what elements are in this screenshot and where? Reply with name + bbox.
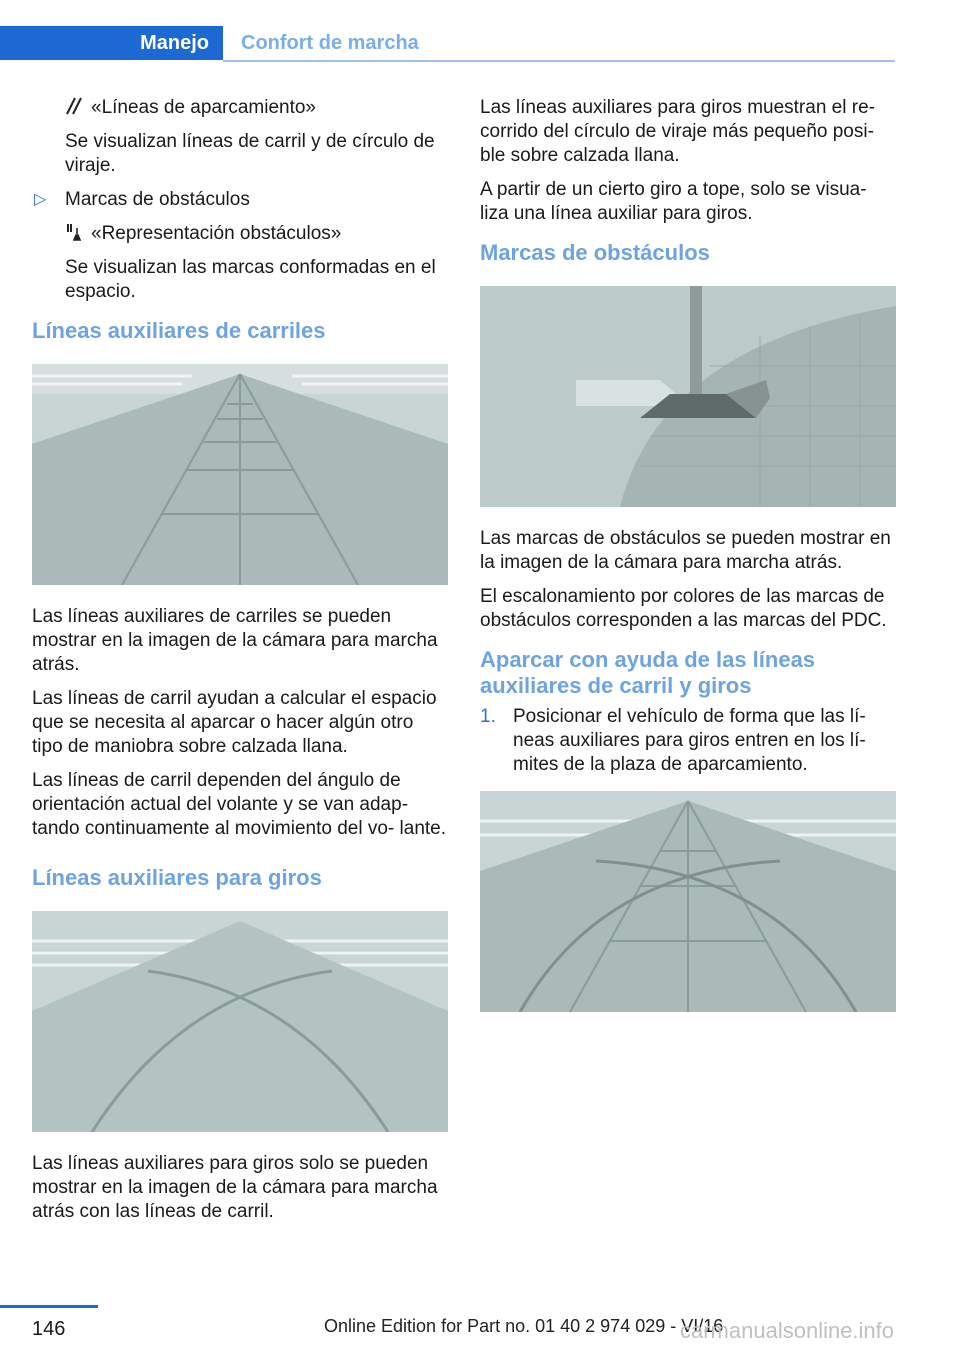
bullet-triangle-icon: ▷: [34, 191, 47, 208]
watermark: carmanualsonline.info: [680, 1318, 895, 1343]
right-column: [480, 96, 896, 1032]
edition-text: Online Edition for Part no. 01 40 2 974 029 - VI/16: [324, 1316, 724, 1336]
header-rule: [223, 60, 895, 62]
turning-desc-2: A partir de un cierto giro a tope, solo se visua‐ liza una línea auxiliar para giros.: [480, 179, 867, 224]
parking-lines-label: «Líneas de aparcamiento»: [91, 97, 316, 118]
heading-lineas-giros: Líneas auxiliares para giros: [32, 865, 322, 890]
lane-lines-para-1: Las líneas auxiliares de carriles se pueden mostrar en la imagen de la cámara para marcha atrás.: [32, 606, 438, 675]
footer-rule: [0, 1305, 98, 1308]
header-tabs: [0, 26, 895, 62]
turning-lines-para: Las líneas auxiliares para giros solo se pueden mostrar en la imagen de la cámara para marcha atrás con las líneas de carril.: [32, 1153, 438, 1222]
heading-lineas-carriles: Líneas auxiliares de carriles: [32, 318, 326, 343]
page-number: 146: [32, 1318, 66, 1340]
parking-lines-option: [32, 96, 448, 120]
step-1: [480, 705, 896, 777]
obstacle-representation-option: [32, 222, 448, 246]
obstacle-marking-icon: [65, 222, 85, 242]
parking-lines-desc: Se visualizan líneas de carril y de círculo de viraje.: [65, 131, 435, 176]
left-column: [32, 96, 448, 1234]
step-1-number: 1.: [480, 706, 496, 727]
obstacle-representation-label: «Representación obstáculos»: [91, 223, 342, 244]
tab-confort-de-marcha[interactable]: Confort de marcha: [241, 31, 419, 54]
step-1-text: Posicionar el vehículo de forma que las lí‐ neas auxiliares para giros entren en los lí‐ mites de la plaza de aparcamiento.: [513, 706, 866, 775]
heading-aparcar: Aparcar con ayuda de las líneas auxiliares de carril y giros: [480, 647, 816, 698]
tab-manejo[interactable]: Manejo: [0, 26, 223, 60]
bullet-obstacle-marks: [32, 188, 448, 212]
lane-lines-figure: [32, 364, 448, 585]
obstacle-representation-desc: Se visualizan las marcas conformadas en el espacio.: [65, 257, 436, 302]
bullet-obstacle-label: Marcas de obstáculos: [65, 189, 250, 210]
obstacle-marks-figure: [480, 286, 896, 507]
obstacle-marks-para-1: Las marcas de obstáculos se pueden mostrar en la imagen de la cámara para marcha atrás.: [480, 528, 891, 573]
parking-lines-icon: [65, 96, 85, 116]
parking-guide-figure: [480, 791, 896, 1012]
turning-lines-figure: [32, 911, 448, 1132]
lane-lines-para-2: Las líneas de carril ayudan a calcular el espacio que se necesita al aparcar o hacer algún otro tipo de maniobra sobre calzada llana.: [32, 688, 437, 757]
turning-desc-1: Las líneas auxiliares para giros muestran el re‐ corrido del círculo de viraje más pequeño posi‐ ble sobre calzada llana.: [480, 97, 875, 166]
heading-marcas-obstaculos: Marcas de obstáculos: [480, 240, 710, 265]
lane-lines-para-3: Las líneas de carril dependen del ángulo de orientación actual del volante y se van adap‐ tando continuamente al movimiento del vo‐ lante.: [32, 770, 447, 839]
obstacle-marks-para-2: El escalonamiento por colores de las marcas de obstáculos corresponden a las marcas del PDC.: [480, 586, 887, 631]
